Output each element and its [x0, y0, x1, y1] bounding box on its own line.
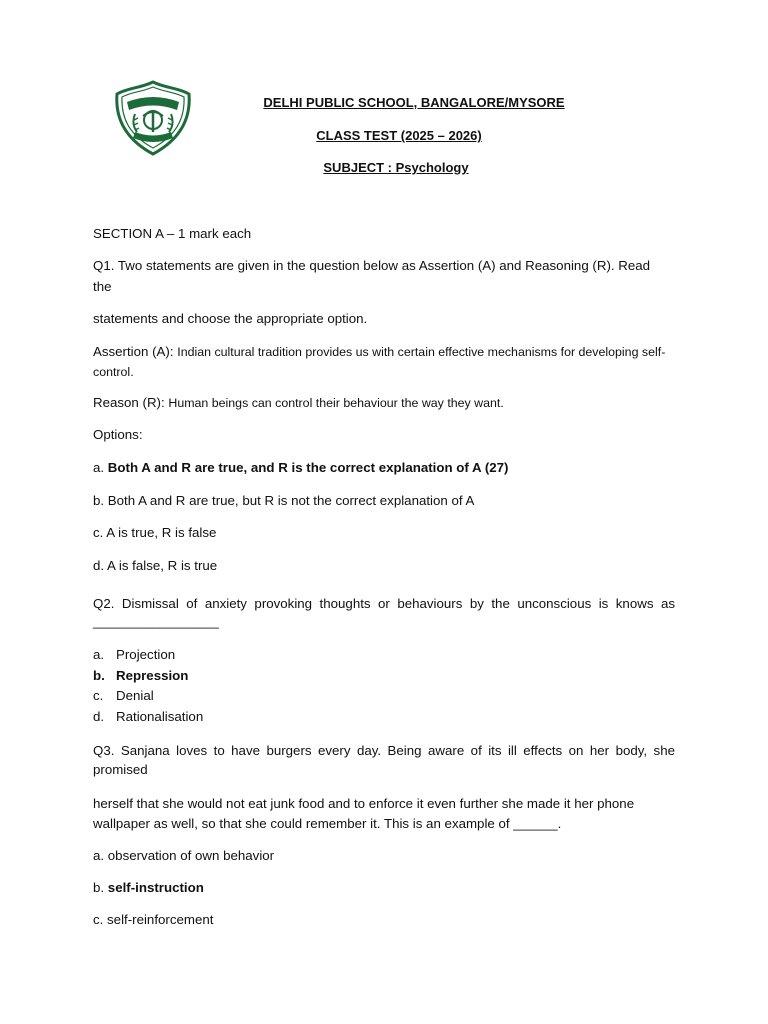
q1-assertion [93, 342, 675, 382]
q1-option-d: d. A is false, R is true [93, 558, 218, 573]
q2-option-b [93, 668, 188, 683]
option-text: Projection [116, 647, 176, 662]
school-logo [113, 80, 193, 156]
option-text: Repression [116, 668, 189, 683]
option-marker: c. [93, 688, 104, 703]
option-marker: a. [93, 460, 108, 475]
school-crest-icon [113, 80, 193, 156]
q3-text-line2: promised [93, 762, 148, 777]
option-marker: d. [93, 709, 105, 724]
option-text: Rationalisation [116, 709, 204, 724]
q3-option-b [93, 880, 204, 895]
assertion-label: Assertion (A): [93, 344, 178, 359]
q2-option-d [93, 709, 203, 724]
q2-option-c [93, 688, 154, 703]
q1-option-b: b. Both A and R are true, but R is not the correct explanation of A [93, 493, 475, 508]
q1-text-line3: statements and choose the appropriate option. [93, 311, 368, 326]
section-heading: SECTION A – 1 mark each [93, 226, 252, 241]
q1-text-line2: the [93, 279, 112, 294]
option-marker: a. [93, 647, 105, 662]
q2-option-a [93, 647, 175, 662]
q3-option-c: c. self-reinforcement [93, 912, 214, 927]
reason-text: Human beings can control their behaviour the way they want. [168, 396, 504, 410]
q1-option-c: c. A is true, R is false [93, 525, 217, 540]
q2-blank: _________________ [93, 614, 219, 629]
school-name: DELHI PUBLIC SCHOOL, BANGALORE/MYSORE [263, 95, 565, 110]
q1-options-label: Options: [93, 427, 143, 442]
q1-option-a [93, 460, 509, 475]
reason-label: Reason (R): [93, 395, 169, 410]
q2-text-line1: Q2. Dismissal of anxiety provoking thoughts or behaviours by the unconscious is knows as [93, 596, 675, 611]
option-text: self-instruction [107, 880, 204, 895]
option-text: Both A and R are true, and R is the correct explanation of A (27) [107, 460, 509, 475]
subject-title: SUBJECT : Psychology [323, 160, 469, 175]
q1-reason [93, 395, 504, 410]
q1-text-line1: Q1. Two statements are given in the question below as Assertion (A) and Reasoning (R). Read [93, 258, 651, 273]
q3-text-line1: Q3. Sanjana loves to have burgers every day. Being aware of its ill effects on her body, she [93, 743, 675, 758]
option-marker: b. [93, 668, 105, 683]
option-text: Denial [116, 688, 154, 703]
q3-option-a: a. observation of own behavior [93, 848, 275, 863]
test-title: CLASS TEST (2025 – 2026) [316, 128, 482, 143]
option-marker: b. [93, 880, 108, 895]
assertion-text: Indian cultural tradition provides us with certain effective mechanisms for developing self-control. [93, 345, 666, 379]
q3-paragraph: herself that she would not eat junk food and to enforce it even further she made it her phone wallpaper as well, so that she could remember it. This is an example of ______. [93, 796, 635, 831]
